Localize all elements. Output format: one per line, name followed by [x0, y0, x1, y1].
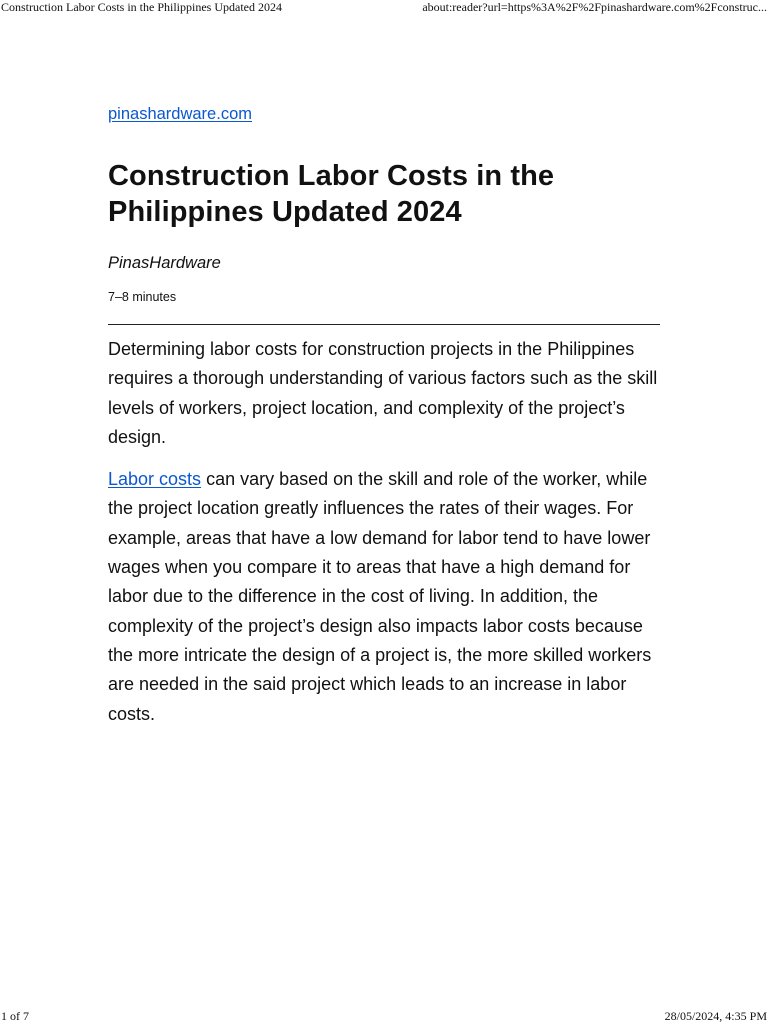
labor-costs-link[interactable]: Labor costs	[108, 469, 202, 490]
print-datetime: 28/05/2024, 4:35 PM	[664, 1009, 767, 1023]
reading-time: 7–8 minutes	[108, 290, 177, 304]
print-header-url: about:reader?url=https%3A%2F%2Fpinashardware.com%2Fconstruc...	[422, 0, 767, 14]
paragraph-intro: Determining labor costs for construction projects in the Philippines requires a thorough understanding of various factors such as the skill levels of workers, project location, and complexity of the project’s design.	[108, 339, 658, 447]
paragraph-labor-costs	[108, 465, 660, 729]
header-divider	[108, 324, 660, 325]
paragraph-labor-costs-text: can vary based on the skill and role of the worker, while the project location greatly influences the rates of their wages. For example, areas that have a low demand for labor tend to have lower wages when you compare it to areas that have a high demand for labor due to the difference in the cost of living. In addition, the complexity of the project’s design also impacts labor costs because the more intricate the design of a project is, the more skilled workers are needed in the said project which leads to an increase in labor costs.	[108, 469, 652, 724]
print-header	[0, 0, 768, 16]
reader-article	[108, 105, 660, 729]
site-domain-link[interactable]: pinashardware.com	[108, 105, 252, 123]
print-header-title: Construction Labor Costs in the Philippines Updated 2024	[1, 0, 282, 14]
article-title: Construction Labor Costs in the Philippines Updated 2024	[108, 160, 555, 228]
page-number: 1 of 7	[1, 1009, 29, 1023]
print-footer	[0, 1009, 768, 1025]
article-author: PinasHardware	[108, 254, 221, 272]
